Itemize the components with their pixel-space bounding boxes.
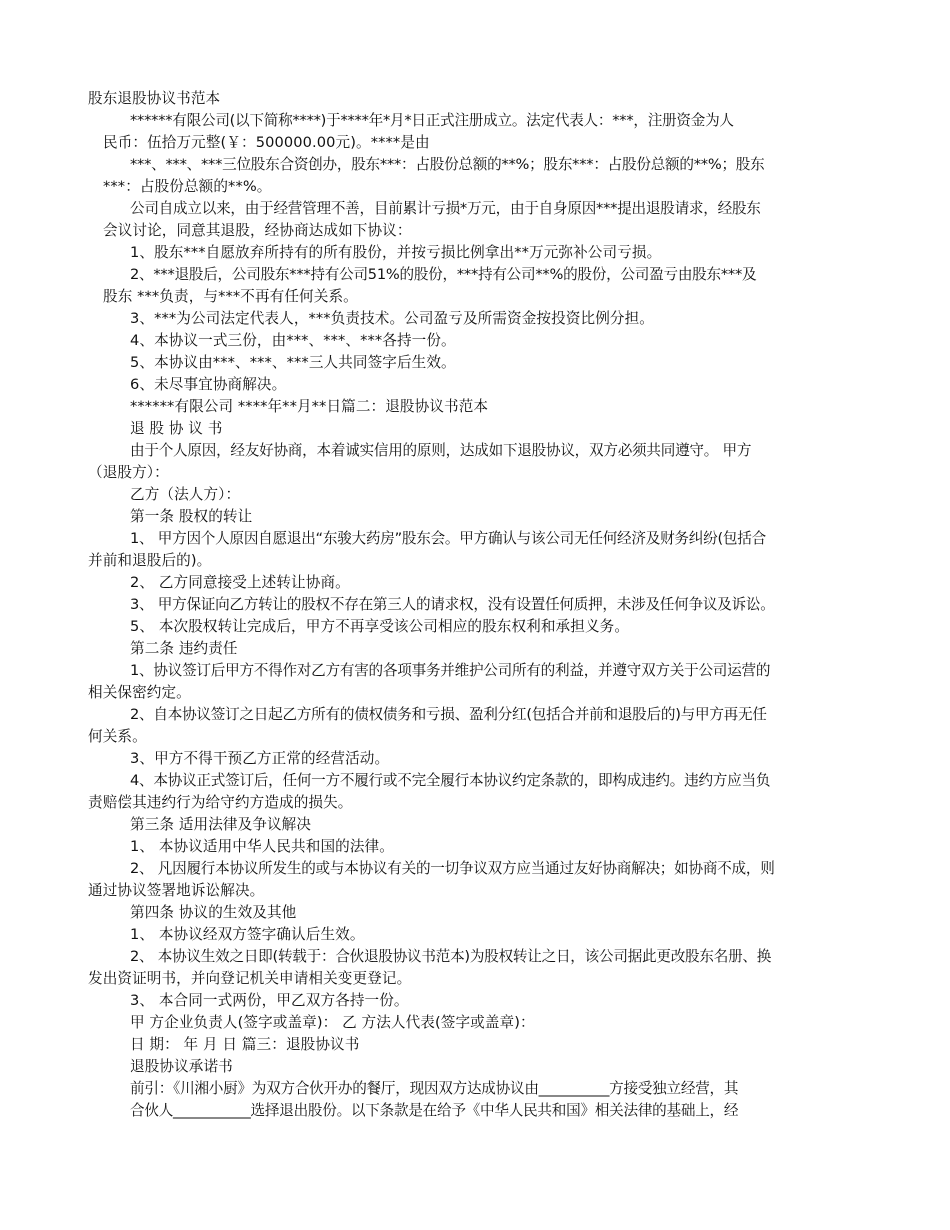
article-heading: 第二条 违约责任: [130, 640, 238, 657]
list-item: 3、 本合同一式两份，甲乙双方各持一份。: [130, 992, 409, 1009]
list-item: 1、 甲方因个人原因自愿退出“东骏大药房”股东会。甲方确认与该公司无任何经济及财务纠纷(包括合: [130, 530, 766, 547]
list-item: 3、***为公司法定代表人，***负责技术。公司盈亏及所需资金按投资比例分担。: [130, 310, 654, 327]
list-item: 责赔偿其违约行为给守约方造成的损失。: [88, 794, 353, 811]
section-title: 退股协议承诺书: [130, 1058, 233, 1075]
paragraph-line: ******有限公司 ****年**月**日篇二：退股协议书范本: [130, 398, 489, 415]
paragraph-line: 会议讨论，同意其退股，经协商达成如下协议：: [103, 222, 412, 239]
signature-line: 甲 方企业负责人(签字或盖章)： 乙 方法人代表(签字或盖章)：: [130, 1014, 535, 1031]
list-item: 发出资证明书，并向登记机关申请相关变更登记。: [88, 970, 412, 987]
list-item: 2、 本协议生效之日即(转载于：合伙退股协议书范本)为股权转让之日，该公司据此更改股东名册、换: [130, 948, 772, 965]
list-item: 4、本协议一式三份，由***、***、***各持一份。: [130, 332, 456, 349]
list-item: 2、***退股后，公司股东***持有公司51%的股份，***持有公司**%的股份，公司盈亏由股东***及: [130, 266, 757, 283]
paragraph-line: （退股方）：: [88, 464, 169, 481]
list-item: 6、未尽事宜协商解决。: [130, 376, 287, 393]
list-item: 通过协议签署地诉讼解决。: [88, 882, 265, 899]
section-title: 退 股 协 议 书: [130, 420, 223, 437]
list-item: 1、协议签订后甲方不得作对乙方有害的各项事务并维护公司所有的利益，并遵守双方关于公司运营的: [130, 662, 771, 679]
paragraph-line: 由于个人原因，经友好协商，本着诚实信用的原则，达成如下退股协议，双方必须共同遵守。 甲方: [130, 442, 752, 459]
paragraph-line: 民币：伍拾万元整(￥：500000.00元)。****是由: [103, 134, 430, 151]
list-item: 并前和退股后的)。: [88, 552, 212, 569]
article-heading: 第一条 股权的转让: [130, 508, 253, 525]
paragraph-line: 合伙人___________选择退出股份。以下条款是在给予《中华人民共和国》相关法律的基础上，经: [130, 1102, 739, 1119]
paragraph-line: 乙方（法人方）：: [130, 486, 241, 503]
list-item: 2、 乙方同意接受上述转让协商。: [130, 574, 350, 591]
article-heading: 第三条 适用法律及争议解决: [130, 816, 312, 833]
list-item: 3、甲方不得干预乙方正常的经营活动。: [130, 750, 390, 767]
date-line: 日 期： 年 月 日 篇三：退股协议书: [130, 1036, 360, 1053]
list-item: 相关保密约定。: [88, 684, 191, 701]
list-item: 1、 本协议经双方签字确认后生效。: [130, 926, 365, 943]
paragraph-line: ***、***、***三位股东合资创办，股东***：占股份总额的**%；股东***：占股份总额的**%；股东: [130, 156, 765, 173]
list-item: 5、 本次股权转让完成后，甲方不再享受该公司相应的股东权利和承担义务。: [130, 618, 630, 635]
list-item: 2、自本协议签订之日起乙方所有的债权债务和亏损、盈利分红(包括合并前和退股后的)与甲方再无任: [130, 706, 767, 723]
list-item: 何关系。: [88, 728, 147, 745]
article-heading: 第四条 协议的生效及其他: [130, 904, 297, 921]
list-item: 3、 甲方保证向乙方转让的股权不存在第三人的请求权，没有设置任何质押，未涉及任何争议及诉讼。: [130, 596, 775, 613]
list-item: 股东 ***负责，与***不再有任何关系。: [103, 288, 358, 305]
paragraph-line: 公司自成立以来，由于经营管理不善，目前累计亏损*万元，由于自身原因***提出退股请求，经股东: [130, 200, 761, 217]
paragraph-line: 前引：《川湘小厨》为双方合伙开办的餐厅，现因双方达成协议由__________方接受独立经营，其: [130, 1080, 739, 1097]
list-item: 2、 凡因履行本协议所发生的或与本协议有关的一切争议双方应当通过友好协商解决；如协商不成，则: [130, 860, 775, 877]
paragraph-line: ***：占股份总额的**%。: [103, 178, 272, 195]
list-item: 4、本协议正式签订后，任何一方不履行或不完全履行本协议约定条款的，即构成违约。违约方应当负: [130, 772, 771, 789]
document-title: 股东退股协议书范本: [88, 90, 221, 107]
paragraph-line: ******有限公司(以下简称****)于****年*月*日正式注册成立。法定代表人：***，注册资金为人: [130, 112, 734, 129]
list-item: 5、本协议由***、***、***三人共同签字后生效。: [130, 354, 456, 371]
list-item: 1、 本协议适用中华人民共和国的法律。: [130, 838, 394, 855]
list-item: 1、股东***自愿放弃所持有的所有股份，并按亏损比例拿出**万元弥补公司亏损。: [130, 244, 662, 261]
